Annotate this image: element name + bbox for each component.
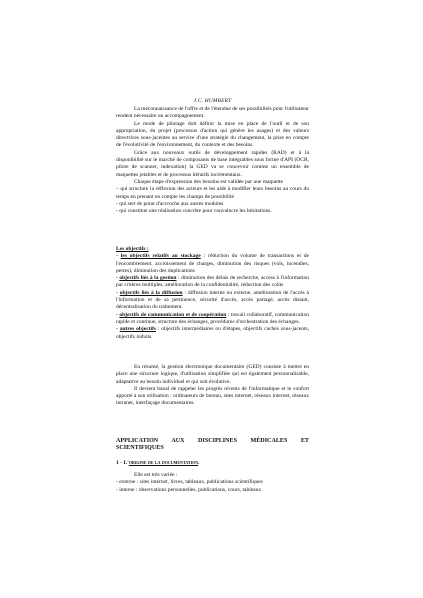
objective-item: - les objectifs relatifs au stockage : réduction du volume de transactions et de l'encombrement, accroissement de charges, diminution des risques (vols, incendies, pertes), diminution des duplications	[116, 253, 309, 274]
list-item: - interne : observations personnelles, publications, cours, tableaux	[116, 486, 262, 493]
list-item: – qui structure la réflexion des acteurs et les aide à modifier leurs besoins au cours du temps en prenant en compte les champs de possibilité	[116, 186, 309, 200]
paragraph: Il devient banal de rappeler les progrès récents de l'informatique et le confort apporté à son utilisation : ordinateurs de bureau, sites internet, réseaux internet, réseaux intranet, interfaçage documentaires.	[116, 385, 309, 407]
paragraph: Elle est très variée :	[134, 472, 178, 479]
objective-item: - objectifs de communication et de coopération : travail collaboratif, communication rapide et continue, structure des échanges, procédures d'orchestration des échanges.	[116, 311, 309, 325]
section-block	[116, 438, 309, 494]
paragraph: Le mode de pilotage doit définir la mise en place de l'outil et de son appropriation, du projet (processus d'action qui génère les usages) et des valeurs directrices sous-jacentes au service d'une stratégie du changement, la prise en compte de l'évolutivité de l'environnement, du contexte et des besoins.	[116, 120, 309, 149]
list-item: - qui constitue une réalisation concrète pour convaincre les hésitations.	[116, 208, 272, 215]
objective-item: - objectifs liés à la diffusion : diffusion interne ou externe, amélioration de l'accès à l'information et de sa pertinence, sécurité d'accès, accès partagé, accès distant, décentralisation du traitement.	[116, 289, 309, 311]
objective-item: - objectifs liés à la gestion : diminution des délais de recherche, access à l'information par critères multiples, amélioration de la confidentialité, réduction des coûts	[116, 275, 309, 289]
section-title: APPLICATION AUX DISCIPLINES MÉDICALES ET SCIENTIFIQUES	[116, 438, 309, 452]
paragraph: Chaque étape d'expression des besoins est validée par une maquette	[134, 178, 283, 185]
intro-block	[116, 106, 309, 215]
objectifs-block	[116, 246, 309, 341]
paragraph: Grâce aux nouveaux outils de développement rapides (RAD) et à la disponibilité sur le marché de composants de base intégrables sous forme d'API (OCR, pilote de scanner, indexation) la GED va se concevoir comme un ensemble de maquettes jetables et de processus itératifs incrémentaux.	[116, 149, 309, 178]
subsection-title: 1 - L'origine de la documentation.	[116, 459, 200, 466]
objective-item: - autres objectifs : objectifs intermédiaires ou d'étapes, objectifs cachés sous-jacents, objectifs induits.	[116, 326, 309, 340]
running-head: J.C. HUMBERT	[193, 98, 232, 104]
paragraph: La méconnaissance de l'offre et de l'étendue de ses possibilités pour l'utilisateur rendent nécessaire un accompagnement.	[116, 106, 309, 120]
list-item: - qui sert de point d'accroche aux autres modules	[116, 200, 224, 207]
paragraph: En résumé, la gestion électronique documentaire (GED) consiste à mettre en place une structure logique, d'utilisation simplifiée qui est également personnalisable, adaptative au besoin individuel et qui soit évolutive.	[116, 364, 309, 385]
resume-block	[116, 364, 309, 408]
objectifs-heading: Les objectifs :	[116, 246, 149, 252]
list-item: - externe : sites internet, livres, tableaux, publications scientifiques	[116, 479, 263, 486]
